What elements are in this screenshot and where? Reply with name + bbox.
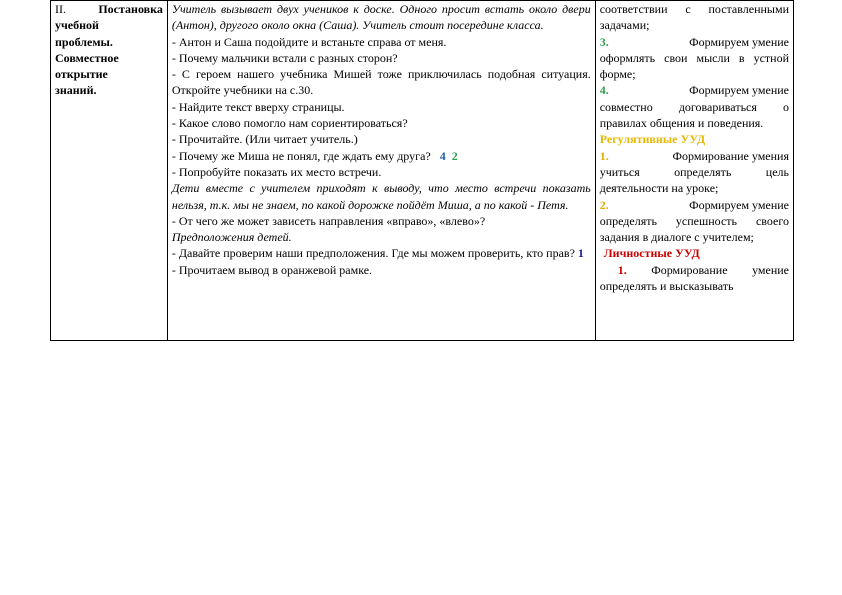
uud-item-rest: совместно договариваться о правилах общения и поведения.	[599, 99, 789, 131]
uud-item-text: Формируем умение	[689, 83, 789, 98]
stage-title-word: Постановка	[98, 2, 163, 16]
uud-item-text: Формируем умение	[689, 34, 789, 49]
teacher-check-text: - Давайте проверим наши предположения. Где мы можем проверить, кто прав?	[171, 246, 575, 261]
uud-item-number: 2.	[599, 197, 609, 212]
stage-title-first-line	[55, 1, 163, 17]
children-conclusion: Дети вместе с учителем приходят к выводу, что место встречи показать нельзя, т.к. мы не знаем, по какой дорожке пойдёт Миша, а по какой - Петя.	[171, 181, 591, 212]
stage-title-line: проблемы.	[55, 34, 113, 49]
uud-item-first-line	[600, 34, 789, 50]
teacher-question-line	[172, 148, 591, 164]
table-row	[51, 1, 794, 341]
uud-item-number: 3.	[599, 34, 609, 49]
uud-item-first-line	[600, 148, 789, 164]
uud-lead-text: соответствии с поставленными задачами;	[599, 2, 789, 33]
teacher-check-line	[172, 245, 591, 261]
teacher-line: - Найдите текст вверху страницы.	[171, 99, 345, 114]
teacher-line: - Антон и Саша подойдите и встаньте справа от меня.	[171, 34, 447, 49]
uud-item-rest: учиться определять цель деятельности на уроке;	[599, 164, 789, 196]
teacher-line: - Почему мальчики встали с разных сторон?	[171, 50, 398, 65]
stage-cell	[51, 1, 168, 341]
uud-item-number: 4.	[599, 83, 609, 98]
stage-title-line: Совместное	[55, 50, 119, 65]
uud-cell	[595, 1, 793, 341]
teacher-intro: Учитель вызывает двух учеников к доске. Одного просит встать около двери (Антон), другого около окна (Саша). Учитель стоит посередине класса.	[171, 2, 591, 33]
uud-item-rest: определять успешность своего задания в диалоге с учителем;	[599, 213, 789, 245]
teacher-activity-cell	[167, 1, 595, 341]
textbook-ref-4: 4	[439, 148, 446, 163]
personal-uud-heading: Личностные УУД	[603, 246, 700, 261]
teacher-line: - С героем нашего учебника Мишей тоже приключилась подобная ситуация. Откройте учебники на с.30.	[171, 67, 591, 98]
teacher-line: - Попробуйте показать их место встречи.	[171, 164, 382, 179]
stage-title-line: знаний.	[55, 83, 97, 98]
teacher-line: - Какое слово помогло нам сориентироваться?	[171, 116, 408, 131]
uud-item-first-line	[600, 197, 789, 213]
teacher-line: - Прочитайте. (Или читает учитель.)	[171, 132, 358, 147]
uud-item-text: Формирование умение определять и высказывать	[599, 262, 789, 294]
textbook-ref-2: 2	[451, 148, 458, 163]
children-assumptions: Предположения детей.	[171, 230, 292, 245]
uud-personal-item	[600, 262, 789, 295]
uud-item-rest: оформлять свои мысли в устной форме;	[599, 50, 789, 82]
teacher-question-text: - Почему же Миша не понял, где ждать ему друга?	[171, 148, 431, 163]
lesson-table	[50, 0, 794, 341]
stage-number: II.	[55, 2, 66, 16]
uud-item-number: 1.	[617, 262, 627, 277]
uud-item-number: 1.	[599, 148, 609, 163]
regulative-uud-heading: Регулятивные УУД	[599, 132, 706, 147]
uud-item-text: Формируем умение	[689, 197, 789, 212]
teacher-line: - Прочитаем вывод в оранжевой рамке.	[171, 262, 373, 277]
uud-item-first-line	[600, 82, 789, 98]
stage-title-line: открытие	[55, 67, 108, 82]
textbook-ref-1: 1	[577, 246, 584, 261]
teacher-line: - От чего же может зависеть направления «вправо», «влево»?	[171, 213, 486, 228]
stage-title-line: учебной	[55, 18, 99, 33]
uud-item-text: Формирование умения	[672, 148, 789, 163]
